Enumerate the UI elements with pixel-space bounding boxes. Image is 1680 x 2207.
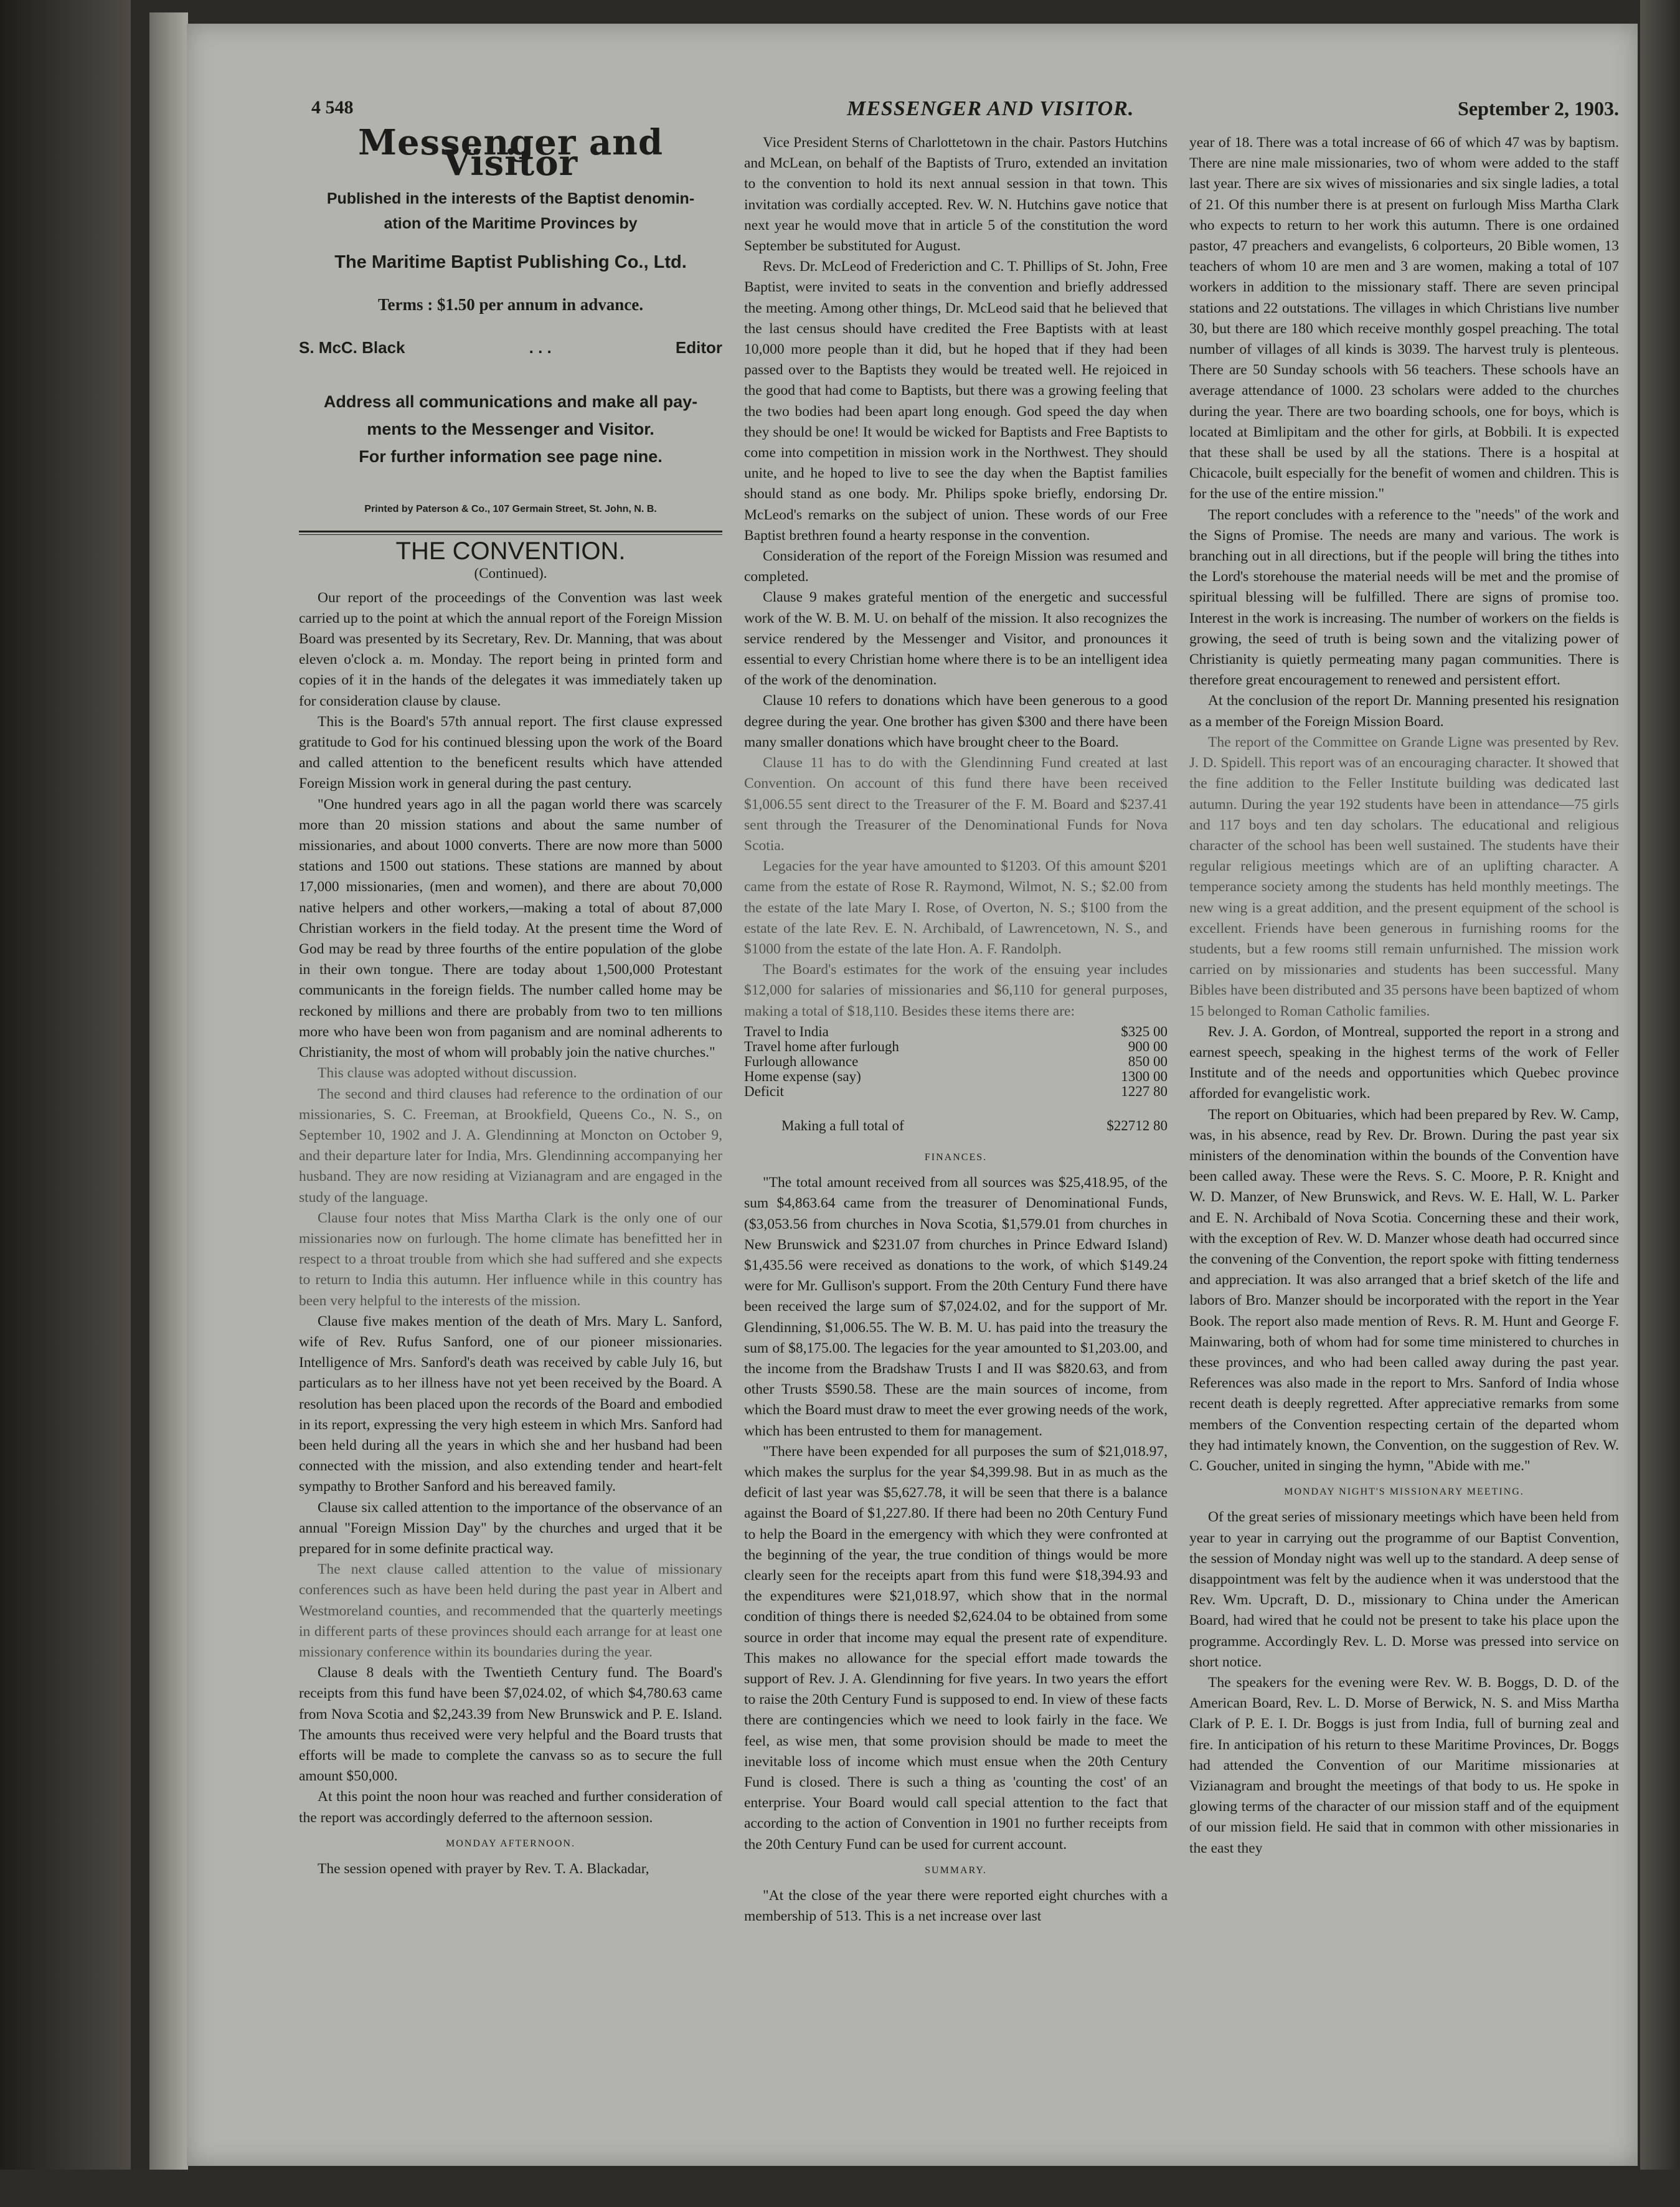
total-row [744, 1108, 1168, 1142]
divider-rule [299, 531, 722, 535]
section-heading: SUMMARY. [925, 1864, 987, 1876]
book-binding-left [0, 0, 131, 2207]
paragraph: The speakers for the evening were Rev. W. B. Boggs, D. D. of the American Board, Rev. L. D. Morse of Berwick, N. S. and Miss Martha Clark of P. E. I. Dr. Boggs is just from India, full of burning zeal and fire. In anticipation of his return to these Maritime Provinces, Dr. Boggs had attended the Convention of our Maritime missionaries at Vizianagram and brought the meetings of that body to us. He spoke in glowing terms of the character of our mission staff and of the equipment of our mission field. He said that in common with other missionaries in the east they [1189, 1675, 1619, 1856]
paragraph: Consideration of the report of the Foreign Mission was resumed and completed. [744, 548, 1168, 585]
paragraph: Clause 10 refers to donations which have been generous to a good degree during the year. One brother has given $300 and there have been many smaller donations which have brought cheer to the Board. [744, 692, 1168, 750]
paragraph: Legacies for the year have amounted to $1203. Of this amount $201 came from the estate of Rose R. Raymond, Wilmot, N. S.; $2.00 from the estate of the late Mary I. Rose, of Overton, N. S.; $100 from the estate of the late Rev. E. N. Archibald, of Lawrencetown, N. S., and $1000 from the estate of the late Hon. A. F. Randolph. [744, 858, 1168, 957]
article-subtitle: (Continued). [474, 565, 547, 582]
editor-dots: . . . [529, 338, 552, 357]
estimate-item: Travel to India [744, 1023, 829, 1039]
table-row [744, 1069, 1168, 1084]
estimate-item: Home expense (say) [744, 1068, 861, 1084]
paragraph: Rev. J. A. Gordon, of Montreal, supported the report in a strong and earnest speech, speaking in the highest terms of the work of Feller Institute and of the needs and opportunities which Quebec province afforded for evangelistic work. [1189, 1023, 1619, 1102]
scanner-edge-bottom [0, 2170, 1680, 2207]
paragraph: year of 18. There was a total increase of 66 of which 47 was by baptism. There are nine male missionaries, two of whom were added to the staff last year. There are six wives of missionaries and six single ladies, a total of 21. Of this number there is at present on furlough Miss Martha Clark who expects to return to her work this autumn. There is one ordained pastor, 47 preachers and evangelists, 6 colporteurs, 20 Bible women, 13 teachers of whom 10 are men and 3 are women, making a total of 107 workers in addition to the missionary staff. There are seven principal stations and 22 outstations. The villages in which Christians live number 30, but there are 180 which receive monthly gospel preaching. The total number of villages of all kinds is 3039. The harvest truly is plenteous. There are 50 Sunday schools with 56 teachers. These schools have an average attendance of 1000. 23 scholars were added to the churches during the year. There are two boarding schools, one for boys, which is located at Bimlipitam and the other for girls, at Bobbili. It is expected that these shall be used by all the stations. There is a hospital at Chicacole, built especially for the benefit of women and children. This is for the use of the entire mission." [1189, 135, 1619, 503]
column-3 [1189, 133, 1619, 1859]
paragraph: The second and third clauses had reference to the ordination of our missionaries, S. C. Freeman, at Brookfield, Queens Co., N. S., on September 10, 1902 and J. A. Glendinning at Moncton on October 9, and their departure later for India, Mrs. Glendinning accompanying her husband. They are now residing at Vizianagram and are engaged in the study of the language. [299, 1085, 722, 1206]
section-heading: MONDAY AFTERNOON. [446, 1838, 575, 1849]
paragraph: At the conclusion of the report Dr. Manning presented his resignation as a member of the Foreign Mission Board. [1189, 692, 1619, 730]
paragraph: Clause six called attention to the importance of the observance of an annual "Foreign Mission Day" by the churches and urged that it be prepared for in some definite practical way. [299, 1499, 722, 1557]
issue-date: September 2, 1903. [1458, 97, 1619, 120]
estimate-amount: 850 00 [1128, 1053, 1168, 1069]
editor-line [299, 338, 722, 358]
paragraph: The next clause called attention to the value of missionary conferences such as have been held during the past year in Albert and Westmoreland counties, and recommended that the quarterly meetings in different parts of these provinces should each arrange for at least one missionary conference within its boundaries during the year. [299, 1561, 722, 1660]
total-label: Making a full total of [781, 1117, 904, 1133]
total-amount: $22712 80 [1107, 1117, 1168, 1133]
estimate-amount: 1227 80 [1121, 1083, 1168, 1099]
paragraph: This clause was adopted without discussion. [318, 1065, 577, 1082]
masthead-line-2: ation of the Maritime Provinces by [384, 215, 638, 233]
editor-label: Editor [675, 338, 722, 357]
paragraph: The report on Obituaries, which had been prepared by Rev. W. Camp, was, in his absence, read by Rev. Dr. Brown. During the past year six ministers of the denomination within the bounds of the Convention have been called away. These were the Revs. S. C. Moore, P. R. Knight and W. D. Manzer, of New Brunswick, and Revs. W. E. Hall, W. L. Parker and E. N. Archibald of Nova Scotia. Concerning these and their work, with the exception of Rev. W. D. Manzer whose death had occurred since the convening of the Convention, the report spoke with fitting tenderness and appreciation. It was also arranged that a brief sketch of the life and labors of Bro. Manzer should be incorporated with the report in the Year Book. The report also made mention of Revs. R. M. Hunt and George F. Mainwaring, both of whom had for some time ministered to churches in these provinces, and who had been called away during the past year. References was also made in the report to Mrs. Sanford of India whose recent death is deeply regretted. After appreciative remarks from some members of the Convention respecting certain of the departed whom they had intimately known, the Convention, on the suggestion of Rev. W. C. Goucher, united in singing the hymn, "Abide with me." [1189, 1106, 1619, 1474]
masthead-title: Messenger and Visitor [358, 122, 663, 184]
page-header [311, 61, 1619, 120]
address-line-2: ments to the Messenger and Visitor. [367, 420, 654, 439]
paragraph: The report of the Committee on Grande Ligne was presented by Rev. J. D. Spidell. This report was of an encouraging character. It showed that the fine addition to the Feller Institute building was dedicated last autumn. During the year 192 students have been in attendance—75 girls and 117 boys and ten day scholars. The educational and religious character of the school has been well sustained. The students have their regular religious meetings which are of an uplifting character. A temperance society among the students has held monthly meetings. The new wing is a great addition, and the present equipment of the school is excellent. Friends have been generous in furnishing rooms for the students, but a few rooms still remain unfurnished. The mission work carried on by missionaries and students has been successful. Many Bibles have been distributed and 35 persons have been baptized of whom 15 belonged to Roman Catholic families. [1189, 734, 1619, 1019]
section-heading: MONDAY NIGHT'S MISSIONARY MEETING. [1284, 1486, 1524, 1498]
newspaper-page [187, 24, 1638, 2166]
article-title: THE CONVENTION. [395, 537, 626, 565]
table-row [744, 1054, 1168, 1069]
paragraph: Our report of the proceedings of the Convention was last week carried up to the point at which the annual report of the Foreign Mission Board was presented by its Secretary, Rev. Dr. Manning, that was about eleven o'clock a. m. Monday. The report being in printed form and copies of it in the hands of the delegates it was immediately taken up for consideration clause by clause. [299, 589, 722, 709]
estimate-item: Furlough allowance [744, 1053, 859, 1069]
paragraph: "The total amount received from all sources was $25,418.95, of the sum $4,863.64 came from the treasurer of Denominational Funds, ($3,053.56 from churches in Nova Scotia, $1,579.01 from churches in New Brunswick and $231.07 from churches in Prince Edward Island) $1,435.56 were received as donations to the work, of which $149.24 were for Mr. Gullison's support. From the 20th Century Fund there have been received the large sum of $7,024.02, and for the support of Mr. Glendinning, $1,006.55. The W. B. M. U. has paid into the treasury the sum of $8,175.00. The legacies for the year amounted to $1,203.00, and the income from the Bradshaw Trusts I and II was $820.63, and from other Trusts $590.58. These are the main sources of income, from which the Board must draw to meet the ever growing needs of the work, which has been entrusted to them for management. [744, 1174, 1168, 1439]
address-line-1: Address all communications and make all pay- [323, 392, 698, 412]
page-number: 4 548 [311, 97, 354, 118]
paragraph: The report concludes with a reference to the "needs" of the work and the Signs of Promise. The needs are many and various. The work is branching out in all directions, but if the people will bring the tithes into the Lord's storehouse the material needs will be met and the promise of spiritual blessing will be fulfilled. There are signs of promise too. Interest in the work is increasing. The number of workers on the fields is growing, the seed of truth is being sown and the vitalizing power of Christianity is quietly permeating many pagan communities. There is therefore great encouragement to renewed and persistent effort. [1189, 506, 1619, 689]
paragraph: At this point the noon hour was reached and further consideration of the report was accordingly deferred to the afternoon session. [299, 1789, 722, 1826]
paragraph: Clause 11 has to do with the Glendinning Fund created at last Convention. On account of this fund there have been received $1,006.55 sent direct to the Treasurer of the F. M. Board and $237.41 sent through the Treasurer of the Denominational Funds for Nova Scotia. [744, 755, 1168, 854]
scanner-edge-right [1640, 0, 1680, 2207]
masthead [299, 122, 722, 519]
page-stack-edge [149, 12, 188, 2173]
paragraph: Of the great series of missionary meetings which have been held from year to year in carrying out the programme of our Baptist Convention, the session of Monday night was well up to the standard. A deep sense of disappointment was felt by the audience when it was understood that the Rev. Wm. Upcraft, D. D., missionary to China under the American Board, had wired that he could not be present to take his place upon the programme. Accordingly Rev. L. D. Morse was pressed into service on short notice. [1189, 1509, 1619, 1670]
paragraph: Clause five makes mention of the death of Mrs. Mary L. Sanford, wife of Rev. Rufus Sanford, one of our pioneer missionaries. Intelligence of Mrs. Sanford's death was received by cable July 16, but particulars as to her illness have not yet been received by the Board. A resolution has been placed upon the records of the Board and embodied in its report, expressing the very high esteem in which Mrs. Sanford had been held during all the years in which she and her husband had been connected with the mission, and also extending tender and heart-felt sympathy to Brother Sanford and his bereaved family. [299, 1313, 722, 1495]
section-heading: FINANCES. [924, 1151, 988, 1163]
editor-name: S. McC. Black [299, 338, 405, 357]
publisher: The Maritime Baptist Publishing Co., Ltd. [334, 252, 687, 273]
paragraph: "There have been expended for all purposes the sum of $21,018.97, which makes the surplus for the year $4,399.98. But in as much as the deficit of last year was $5,627.78, it will be seen that there is a balance against the Board of $1,227.80. If there had been no 20th Century Fund to help the Board in the emergency with which they were confronted at the beginning of the year, the true condition of things would be more clearly seen for the receipts apart from this fund were $18,394.93 and the expenditures were $21,018.97, which show that in the normal condition of things there is needed $2,624.04 to be obtained from some source in order that income may equal the present rate of expenditure. This makes no allowance for the special effort made towards the support of Rev. J. A. Glendinning for five years. In two years the effort to raise the 20th Century Fund is supposed to end. In view of these facts there are contingencies which we need to look fairly in the face. We feel, as wise men, that some provision should be made to meet the inevitable loss of income which must ensue when the 20th Century Fund is closed. There is such a thing as 'counting the cost' of an enterprise. Your Board would call special attention to the fact that according to the action of Convention in 1901 no further receipts from the 20th Century Fund can be used for current account. [744, 1443, 1168, 1853]
masthead-line-1: Published in the interests of the Baptist denomin- [326, 190, 695, 208]
paragraph: Clause 9 makes grateful mention of the energetic and successful work of the W. B. M. U. on behalf of the mission. It also recognizes the service rendered by the Messenger and Visitor, and pronounces it essential to every Christian home where there is to be an intelligent idea of the work of the denomination. [744, 589, 1168, 689]
paragraph: Revs. Dr. McLeod of Frederiction and C. T. Phillips of St. John, Free Baptist, were invited to seats in the convention and briefly addressed the meeting. Among other things, Dr. McLeod said that he believed that the last census should have credited the Free Baptists with at least 10,000 more people than it did, but he hoped that if they had been passed over to the Baptists they would be treated well. He rejoiced in the good that had come to Baptists, but there was a growing feeling that the two bodies had been apart long enough. God speed the day when they should be one! It would be wicked for Baptists and Free Baptists to come into competition in mission work in the Northwest. They should unite, and he hoped to live to see the day when the Baptist families should stand as one body. Mr. Philips spoke briefly, endorsing Dr. McLeod's remarks on the subject of union. These words of our Free Baptist brethren found a hearty response in the convention. [744, 258, 1168, 544]
paragraph: This is the Board's 57th annual report. The first clause expressed gratitude to God for his continued blessing upon the work of the Board and called attention to the beneficent results which have attended Foreign Mission work in general during the past century. [299, 713, 722, 792]
printer-credit: Printed by Paterson & Co., 107 Germain Street, St. John, N. B. [364, 504, 657, 515]
paragraph: "At the close of the year there were reported eight churches with a membership of 513. This is a net increase over last [744, 1888, 1168, 1925]
estimates-table [744, 1024, 1168, 1099]
estimate-amount: 1300 00 [1121, 1068, 1168, 1084]
paragraph: Vice President Sterns of Charlottetown in the chair. Pastors Hutchins and McLean, on behalf of the Baptists of Truro, extended an invitation to the convention to hold its next annual session in that town. This invitation was cordially accepted. Rev. W. N. Hutchins gave notice that next year he would move that in article 5 of the constitution the word September be substituted for August. [744, 135, 1168, 255]
table-row [744, 1084, 1168, 1099]
estimate-amount: $325 00 [1121, 1023, 1168, 1039]
address-line-3: For further information see page nine. [359, 447, 663, 466]
terms: Terms : $1.50 per annum in advance. [377, 295, 644, 314]
paragraph: Clause 8 deals with the Twentieth Century fund. The Board's receipts from this fund have been $7,024.02, of which $4,780.63 came from Nova Scotia and $2,243.39 from New Brunswick and P. E. Island. The amounts thus received were very helpful and the Board trusts that efforts will be made to complete the canvass so as to secure the full amount $50,000. [299, 1665, 722, 1785]
column-2 [744, 133, 1168, 1927]
paragraph: The Board's estimates for the work of the ensuing year includes $12,000 for salaries of missionaries and $6,110 for general purposes, making a total of $18,110. Besides these items there are: [744, 962, 1168, 1019]
running-title: MESSENGER AND VISITOR. [847, 97, 1135, 120]
estimate-item: Deficit [744, 1083, 784, 1099]
paragraph: The session opened with prayer by Rev. T. A. Blackadar, [318, 1861, 649, 1878]
estimate-amount: 900 00 [1128, 1038, 1168, 1054]
table-row [744, 1024, 1168, 1039]
paragraph: "One hundred years ago in all the pagan world there was scarcely more than 20 mission stations and about the same number of missionaries, and about 1000 converts. There are now more than 5000 stations and 1500 out stations. These stations are manned by about 17,000 missionaries, (men and women), and there are about 70,000 native helpers and other workers,—making a total of about 87,000 Christian workers in the field today. At the present time the Word of God may be read by three fourths of the entire population of the globe in their own tongue. There are today about 1,500,000 Protestant communicants in the foreign fields. The number called home may be reckoned by millions and there are probably from two to ten millions more who have been won from paganism and are nominal adherents to Christianity, the most of whom will probably join the native churches." [299, 796, 722, 1061]
estimate-item: Travel home after furlough [744, 1038, 899, 1054]
table-row [744, 1039, 1168, 1054]
paragraph: Clause four notes that Miss Martha Clark is the only one of our missionaries now on furlough. The home climate has benefitted her in respect to a throat trouble from which she had suffered and she expects to return to India this autumn. Her influence while in this country has been very helpful to the interests of the mission. [299, 1209, 722, 1309]
column-1 [299, 122, 722, 1879]
